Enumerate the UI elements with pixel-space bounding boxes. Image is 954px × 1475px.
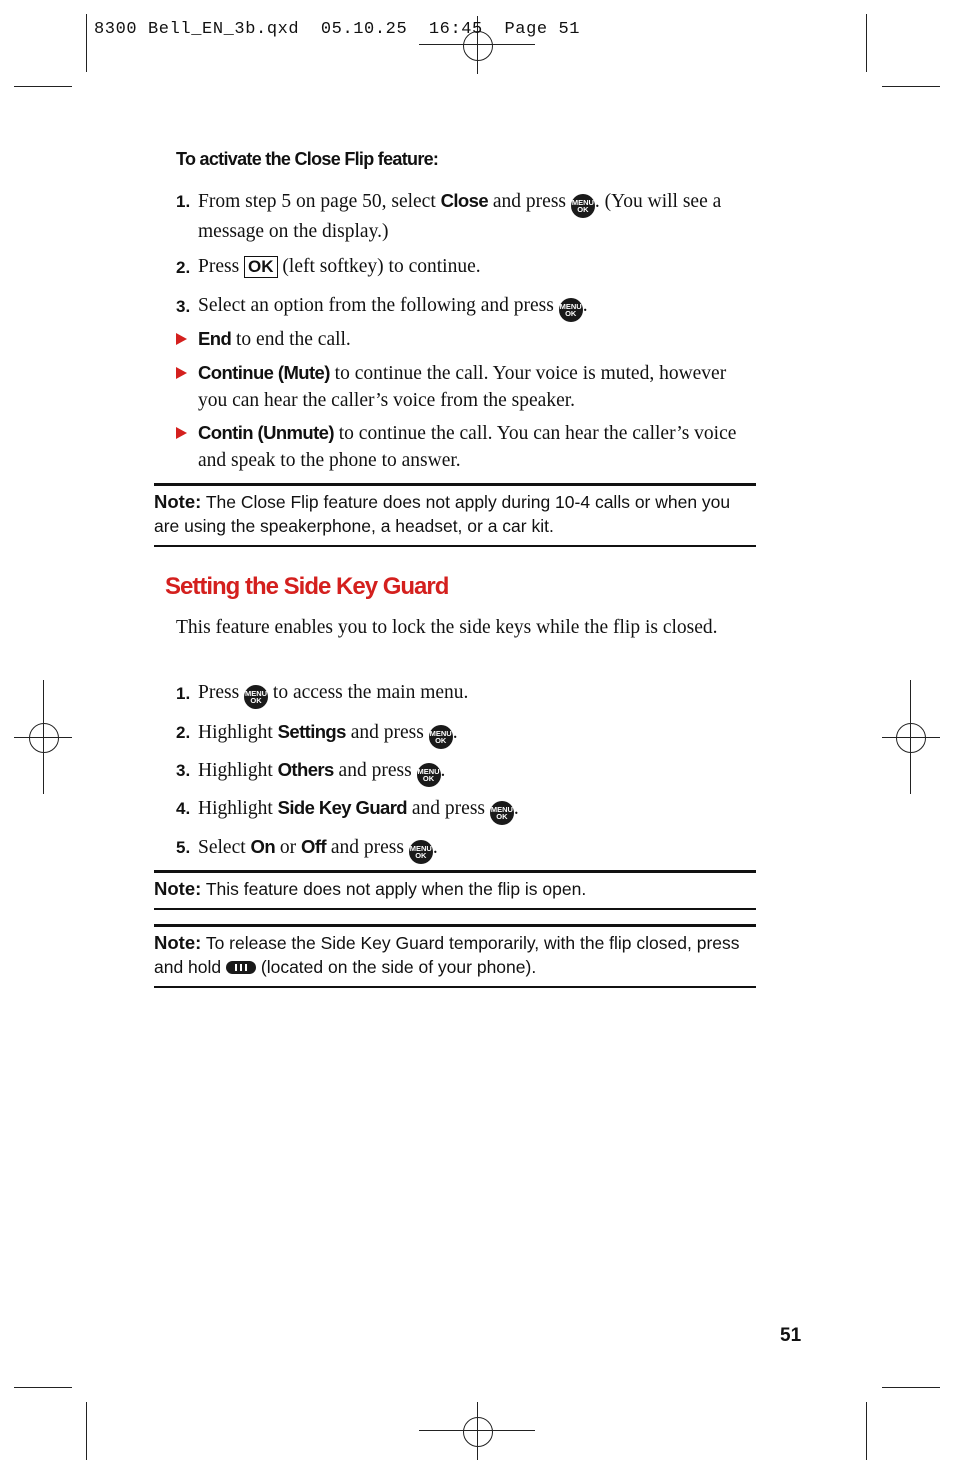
sk-step-5: 5. Select On or Off and press MENU OK . [176, 833, 746, 864]
step-number: 1. [176, 192, 191, 211]
bullet-arrow-icon [176, 333, 187, 345]
sk-step-2: 2. Highlight Settings and press MENU OK . [176, 718, 746, 749]
menu-ok-key-icon: MENU OK [559, 298, 583, 322]
close-flip-intro: To activate the Close Flip feature: [176, 149, 439, 169]
side-key-icon [226, 961, 256, 974]
side-key-guard-intro: This feature enables you to lock the side keys while the flip is closed. [176, 617, 718, 638]
sk-step-4: 4. Highlight Side Key Guard and press MENU OK . [176, 794, 746, 825]
step-3: 3. Select an option from the following and press MENU OK . [176, 292, 746, 322]
menu-ok-key-icon: MENU OK [429, 725, 453, 749]
menu-ok-key-icon: MENU OK [571, 194, 595, 218]
step-2: 2. Press OK (left softkey) to continue. [176, 253, 746, 280]
sk-step-1: 1. Press MENU OK to access the main menu. [176, 679, 746, 709]
ok-softkey-icon: OK [244, 256, 278, 278]
bullet-end: End to end the call. [176, 325, 746, 353]
menu-ok-key-icon: MENU OK [244, 685, 268, 709]
note-close-flip: Note: The Close Flip feature does not apply during 10-4 calls or when you are using the speakerphone, a headset, or a car kit. [154, 483, 756, 547]
step-number: 3. [176, 297, 191, 316]
note-flip-open: Note: This feature does not apply when the flip is open. [154, 870, 756, 910]
sk-step-3: 3. Highlight Others and press MENU OK . [176, 756, 746, 787]
page-number: 51 [780, 1325, 802, 1346]
step-number: 2. [176, 258, 191, 277]
menu-ok-key-icon: MENU OK [417, 763, 441, 787]
menu-ok-key-icon: MENU OK [409, 840, 433, 864]
step-1: 1. From step 5 on page 50, select Close and press MENU OK . (You will see a message on the display.) [176, 190, 722, 242]
file-slug: 8300 Bell_EN_3b.qxd 05.10.25 16:45 Page 51 [94, 20, 581, 39]
option-close: Close [440, 190, 489, 211]
bullet-arrow-icon [176, 367, 187, 379]
bullet-continue-mute: Continue (Mute) to continue the call. Your voice is muted, however you can hear the caller’s voice from the speaker. [176, 359, 746, 414]
menu-ok-key-icon: MENU OK [490, 801, 514, 825]
bullet-contin-unmute: Contin (Unmute) to continue the call. You can hear the caller’s voice and speak to the phone to answer. [176, 419, 746, 474]
note-release-guard: Note: To release the Side Key Guard temporarily, with the flip closed, press and hold (located on the side of your phone). [154, 924, 756, 988]
bullet-arrow-icon [176, 427, 187, 439]
section-heading: Setting the Side Key Guard [165, 573, 449, 600]
